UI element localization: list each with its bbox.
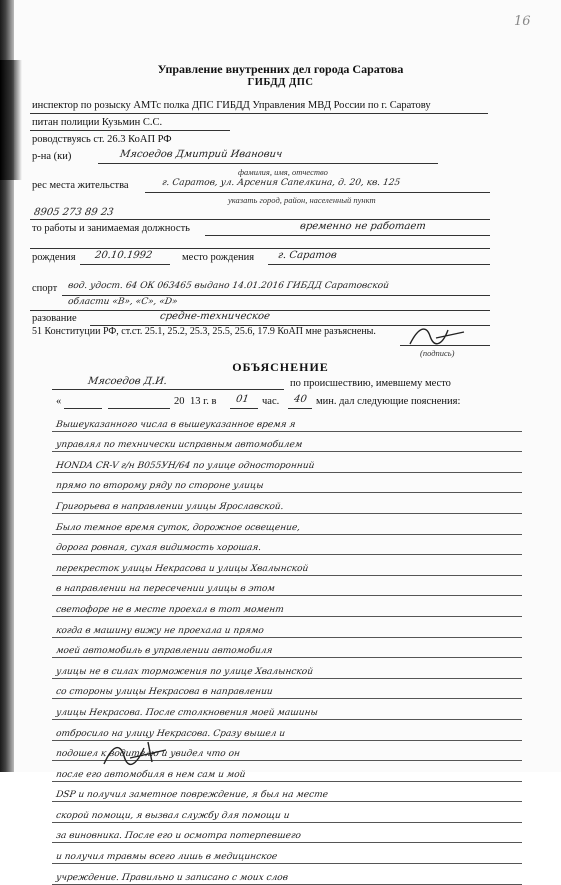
- signature-bottom: [100, 738, 170, 768]
- by-incident: по происшествию, имевшему место: [290, 378, 451, 389]
- explanation-line: Было темное время суток, дорожное освещение,: [52, 514, 522, 535]
- education-value: средне-техническое: [159, 311, 271, 322]
- time-hour: 01: [235, 394, 250, 405]
- underline: [288, 408, 312, 409]
- signature-hint: (подпись): [420, 348, 455, 358]
- underline: [30, 130, 230, 131]
- explanation-line: Григорьева в направлении улицы Ярославской.: [52, 493, 522, 514]
- explanation-line: Вышеуказанного числа в вышеуказанное время я: [52, 411, 522, 432]
- explanation-line: улицы Некрасова. После столкновения моей машины: [52, 699, 522, 720]
- explanation-line: подошел к водителю и увидел что он: [52, 741, 522, 762]
- name-hint: фамилия, имя, отчество: [238, 167, 328, 177]
- dept-header: ГИБДД ДПС: [247, 77, 314, 88]
- residence-hint: указать город, район, населенный пункт: [228, 195, 376, 205]
- categories-value: области «В», «С», «D»: [67, 297, 179, 307]
- date-quote: «: [56, 396, 62, 407]
- underline: [230, 408, 258, 409]
- residence-label: рес места жительства: [32, 180, 129, 191]
- explanation-line: скорой помощи, я вызвал службу для помощи и: [52, 802, 522, 823]
- underline: [98, 163, 438, 164]
- birth-value: 20.10.1992: [94, 250, 154, 261]
- explanation-line: светофоре не в месте проехал в тот момент: [52, 596, 522, 617]
- explanation-line: учреждение. Правильно и записано с моих слов: [52, 864, 522, 885]
- explanation-line: после его автомобиля в нем сам и мой: [52, 761, 522, 782]
- explanation-line: и получил травмы всего лишь в медицинское: [52, 843, 522, 864]
- explanation-line: дорога ровная, сухая видимость хорошая.: [52, 535, 522, 556]
- underline: [52, 389, 284, 390]
- underline: [400, 345, 490, 346]
- citizen-label: р-на (ки): [32, 151, 72, 162]
- underline: [205, 235, 490, 236]
- education-label: разование: [32, 313, 77, 324]
- explanation-line: когда в машину вижу не проехала и прямо: [52, 617, 522, 638]
- citizen-value: Мясоедов Дмитрий Иванович: [119, 149, 283, 160]
- underline: [80, 264, 170, 265]
- explanation-line: HONDA CR-V г/н В055УН/64 по улице односторонний: [52, 452, 522, 473]
- work-label: то работы и занимаемая должность: [32, 223, 190, 234]
- explanation-tail: мин. дал следующие пояснения:: [316, 396, 461, 407]
- explanation-line: DSP и получил заметное повреждение, я был на месте: [52, 782, 522, 803]
- underline: [145, 192, 490, 193]
- explanation-line: перекресток улицы Некрасова и улицы Хвалынской: [52, 555, 522, 576]
- explanation-line: за виновника. После его и осмотра потерпевшего: [52, 823, 522, 844]
- explanation-person: Мясоедов Д.И.: [87, 376, 168, 387]
- explanation-line: прямо по второму ряду по стороне улицы: [52, 473, 522, 494]
- work-value: временно не работает: [299, 221, 427, 232]
- article-line: роводствуясь ст. 26.3 КоАП РФ: [32, 134, 172, 145]
- phone-value: 8905 273 89 23: [33, 207, 115, 218]
- explanation-line: управлял по технически исправным автомобилем: [52, 432, 522, 453]
- year-prefix: 20: [174, 396, 185, 407]
- passport-label: спорт: [32, 283, 58, 294]
- rights-line: 51 Конституции РФ, ст.ст. 25.1, 25.2, 25.3, 25.5, 25.6, 17.9 КоАП мне разъяснены.: [32, 326, 376, 337]
- explanation-line: отбросило на улицу Некрасова. Сразу вышел и: [52, 720, 522, 741]
- underline: [30, 219, 490, 220]
- underline: [30, 113, 488, 114]
- explanation-title: ОБЪЯСНЕНИЕ: [232, 360, 329, 374]
- year-suffix: 13 г. в: [190, 396, 217, 407]
- passport-value: вод. удост. 64 ОК 063465 выдано 14.01.2016 ГИБДД Саратовской: [67, 281, 390, 291]
- captain-line: питан полиции Кузьмин С.С.: [32, 117, 163, 128]
- explanation-line: в направлении на пересечении улицы в этом: [52, 576, 522, 597]
- org-header: Управление внутренних дел города Саратова: [157, 62, 404, 76]
- underline: [64, 408, 102, 409]
- birthplace-label: место рождения: [182, 252, 255, 263]
- explanation-line: моей автомобиль в управлении автомобиля: [52, 638, 522, 659]
- explanation-body: [52, 411, 522, 885]
- explanation-line: улицы не в силах торможения по улице Хвалынской: [52, 658, 522, 679]
- underline: [30, 248, 490, 249]
- hours-label: час.: [262, 396, 280, 407]
- birth-label: рождения: [32, 252, 76, 263]
- time-min: 40: [293, 394, 308, 405]
- residence-value: г. Саратов, ул. Арсения Сапелкина, д. 20, кв. 125: [161, 178, 401, 188]
- birthplace-value: г. Саратов: [277, 250, 338, 261]
- page-number: 16: [514, 14, 531, 29]
- underline: [108, 408, 170, 409]
- inspector-line: инспектор по розыску АМТс полка ДПС ГИБДД Управления МВД России по г. Саратову: [32, 100, 431, 111]
- underline: [268, 264, 490, 265]
- underline: [62, 295, 490, 296]
- explanation-line: со стороны улицы Некрасова в направлении: [52, 679, 522, 700]
